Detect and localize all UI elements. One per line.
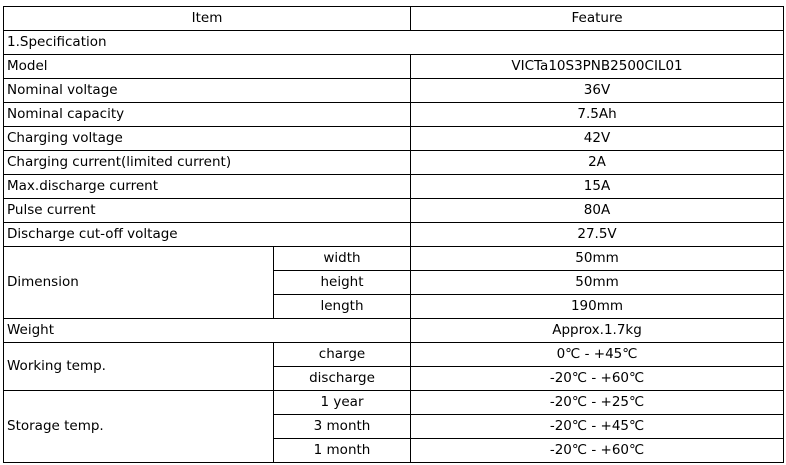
table-row — [4, 151, 784, 175]
row-value: -20℃ - +60℃ — [411, 367, 784, 391]
row-value: 2A — [411, 151, 784, 175]
table-row — [4, 127, 784, 151]
sub-label: 1 month — [274, 439, 411, 463]
table-row — [4, 199, 784, 223]
sub-label: 3 month — [274, 415, 411, 439]
row-value: -20℃ - +25℃ — [411, 391, 784, 415]
table-row — [4, 55, 784, 79]
row-value: 80A — [411, 199, 784, 223]
table-row — [4, 175, 784, 199]
sub-label: discharge — [274, 367, 411, 391]
row-label: Charging voltage — [4, 127, 411, 151]
row-value: 15A — [411, 175, 784, 199]
table-header-row — [4, 7, 784, 31]
row-value: 190mm — [411, 295, 784, 319]
group-label: Dimension — [4, 247, 274, 319]
row-label: Model — [4, 55, 411, 79]
table-row — [4, 223, 784, 247]
header-feature: Feature — [411, 7, 784, 31]
table-row — [4, 343, 784, 367]
specification-table — [3, 6, 784, 463]
table-row — [4, 79, 784, 103]
row-value: VICTa10S3PNB2500CIL01 — [411, 55, 784, 79]
row-value: 27.5V — [411, 223, 784, 247]
sub-label: width — [274, 247, 411, 271]
row-value: 0℃ - +45℃ — [411, 343, 784, 367]
row-value: Approx.1.7kg — [411, 319, 784, 343]
row-value: 42V — [411, 127, 784, 151]
section-row — [4, 31, 784, 55]
section-title: 1.Specification — [4, 31, 784, 55]
row-label: Nominal voltage — [4, 79, 411, 103]
header-item: Item — [4, 7, 411, 31]
row-label: Pulse current — [4, 199, 411, 223]
row-label: Max.discharge current — [4, 175, 411, 199]
row-value: 50mm — [411, 247, 784, 271]
group-label: Storage temp. — [4, 391, 274, 463]
sub-label: height — [274, 271, 411, 295]
table-row — [4, 247, 784, 271]
row-label: Nominal capacity — [4, 103, 411, 127]
row-value: -20℃ - +60℃ — [411, 439, 784, 463]
group-label: Working temp. — [4, 343, 274, 391]
row-value: 7.5Ah — [411, 103, 784, 127]
row-value: 36V — [411, 79, 784, 103]
row-label: Weight — [4, 319, 411, 343]
row-value: 50mm — [411, 271, 784, 295]
row-label: Charging current(limited current) — [4, 151, 411, 175]
table-row — [4, 391, 784, 415]
row-value: -20℃ - +45℃ — [411, 415, 784, 439]
sub-label: length — [274, 295, 411, 319]
sub-label: charge — [274, 343, 411, 367]
table-row — [4, 319, 784, 343]
sub-label: 1 year — [274, 391, 411, 415]
table-row — [4, 103, 784, 127]
row-label: Discharge cut-off voltage — [4, 223, 411, 247]
